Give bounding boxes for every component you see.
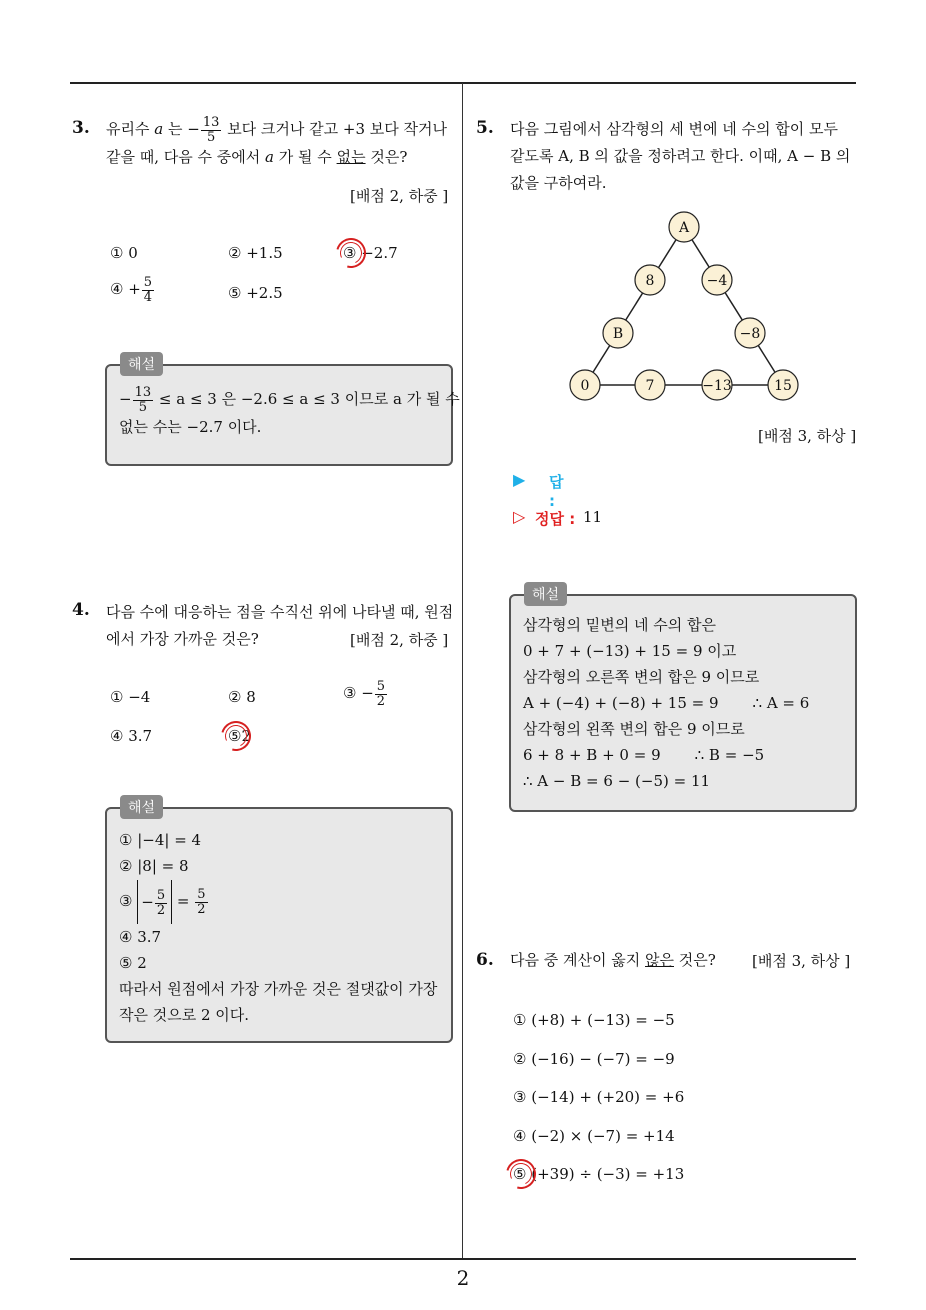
- q3-option-5[interactable]: ⑤ +2.5: [228, 284, 283, 302]
- q3-option-3-value: −2.7: [361, 244, 398, 262]
- q3-text-part: 가 될 수: [278, 148, 332, 167]
- q4-option-4[interactable]: ④ 3.7: [110, 727, 153, 745]
- q5-solution-line: A + (−4) + (−8) + 15 = 9 ∴ A = 6: [523, 694, 810, 712]
- q3-var: a: [265, 148, 274, 167]
- q5-node-bottom-2-label: −13: [702, 378, 732, 394]
- q4-option-3-fraction: $\frac{5}{2}$: [376, 679, 386, 709]
- q4-option-5-value: 2: [241, 727, 251, 745]
- q5-correct-row: [513, 507, 713, 526]
- q5-solution-line: 삼각형의 왼쪽 변의 합은 9 이므로: [523, 720, 745, 738]
- q3-number: 3.: [72, 118, 90, 138]
- q4-text-line: 에서 가장 가까운 것은?: [106, 630, 259, 648]
- q5-text-line: 다음 그림에서 삼각형의 세 변에 네 수의 합이 모두: [510, 120, 838, 138]
- q4-option-1[interactable]: ① −4: [110, 688, 151, 706]
- q6-text-part: 것은?: [678, 951, 716, 969]
- q3-text-part: 같을 때, 다음 수 중에서: [106, 148, 261, 167]
- q3-text-part: 는: [168, 120, 183, 139]
- q6-text-part: 다음 중 계산이 옳지: [510, 951, 641, 969]
- q5-text: [510, 116, 860, 197]
- q5-triangle-diagram: [560, 205, 810, 405]
- q5-diagram-left-edge: [585, 227, 684, 385]
- play-arrow-icon: ▶: [513, 470, 526, 489]
- q6-option-2[interactable]: ② (−16) − (−7) = −9: [513, 1050, 675, 1068]
- q3-solution-line: 없는 수는 −2.7 이다.: [119, 418, 262, 437]
- q3-score-meta: [배점 2, 하중 ]: [350, 187, 449, 205]
- q4-solution-body: [119, 827, 441, 1028]
- q4-option-5-num: ⑤: [228, 727, 242, 745]
- q5-node-right-2-label: −8: [739, 326, 761, 342]
- q5-solution-line: 6 + 8 + B + 0 = 9 ∴ B = −5: [523, 746, 765, 764]
- q5-node-bottom-1-label: 7: [645, 378, 655, 394]
- q5-score-meta: [배점 3, 하상 ]: [758, 427, 857, 445]
- q3-text-part: 것은?: [370, 148, 408, 167]
- q5-correct-value: 11: [583, 508, 603, 526]
- q6-text: [510, 947, 716, 974]
- q5-text-line: 값을 구하여라.: [510, 174, 607, 192]
- q5-solution-body: [523, 612, 845, 794]
- page-number: 2: [456, 1266, 470, 1290]
- q3-option-2[interactable]: ② +1.5: [228, 244, 283, 262]
- q3-option-4-num: ④ +: [110, 280, 141, 299]
- q3-underlined-word: 없는: [336, 148, 366, 167]
- q3-solution-tag: 해설: [120, 352, 163, 376]
- q5-diagram-right-edge: [684, 227, 783, 385]
- q6-option-3[interactable]: ③ (−14) + (+20) = +6: [513, 1088, 685, 1106]
- q6-score-meta: [배점 3, 하상 ]: [752, 952, 851, 970]
- q3-neg: −: [187, 120, 200, 139]
- q3-solution-box: [105, 364, 460, 466]
- q3-option-4[interactable]: [110, 276, 155, 304]
- q4-option-2[interactable]: ② 8: [228, 688, 256, 706]
- q5-node-bottom-3-label: 15: [774, 378, 792, 394]
- q4-text-line: 다음 수에 대응하는 점을 수직선 위에 나타낼 때, 원점: [106, 603, 454, 621]
- q5-solution-box: [509, 594, 857, 812]
- q4-option-3[interactable]: [343, 680, 388, 708]
- q3-solution-body: [119, 385, 460, 440]
- q6-number: 6.: [476, 950, 494, 970]
- q6-option-5[interactable]: [513, 1165, 684, 1183]
- q4-solution-line: 따라서 원점에서 가장 가까운 것은 절댓값이 가장: [119, 980, 438, 998]
- q5-solution-line: 삼각형의 밑변의 네 수의 합은: [523, 616, 716, 634]
- q4-number: 4.: [72, 600, 90, 620]
- q4-solution-line: ② |8| = 8: [119, 857, 189, 875]
- q5-answer-row: [513, 470, 564, 510]
- q4-solution-tag: 해설: [120, 795, 163, 819]
- q4-solution-line: ③ − $\frac{5}{2}$ = $\frac{5}{2}$: [119, 879, 441, 924]
- q3-option-1[interactable]: ① 0: [110, 244, 138, 262]
- q3-option-4-fraction: $\frac{5}{4}$: [143, 275, 153, 305]
- q3-text-part: 보다 크거나 같고 +3 보다 작거나: [227, 120, 448, 139]
- q5-node-right-1-label: −4: [706, 273, 728, 289]
- q4-option-3-num: ③ −: [343, 684, 374, 703]
- bottom-rule: [70, 1258, 856, 1260]
- q6-option-5-num: ⑤: [513, 1165, 527, 1183]
- column-divider: [462, 83, 463, 1259]
- q6-option-4[interactable]: ④ (−2) × (−7) = +14: [513, 1127, 675, 1145]
- q5-solution-tag: 해설: [524, 582, 567, 606]
- q5-answer-label: 답 :: [549, 473, 564, 510]
- top-rule: [70, 82, 856, 84]
- q4-score-meta: [배점 2, 하중 ]: [350, 631, 449, 649]
- q4-solution-line: ① |−4| = 4: [119, 831, 202, 849]
- q6-option-1[interactable]: ① (+8) + (−13) = −5: [513, 1011, 675, 1029]
- q3-text-part: 유리수: [106, 120, 150, 139]
- q4-solution-line: ④ 3.7: [119, 928, 162, 946]
- q4-solution-box: [105, 807, 453, 1043]
- q5-solution-line: ∴ A − B = 6 − (−5) = 11: [523, 772, 711, 790]
- outline-arrow-icon: ▷: [513, 507, 526, 526]
- q5-node-left-1-label: 8: [645, 273, 655, 289]
- q4-solution-line: ⑤ 2: [119, 954, 147, 972]
- q6-option-5-value: (+39) ÷ (−3) = +13: [531, 1165, 685, 1183]
- q6-underlined-word: 않은: [645, 951, 674, 969]
- q5-node-top-label: A: [678, 220, 690, 236]
- q5-solution-line: 0 + 7 + (−13) + 15 = 9 이고: [523, 642, 737, 660]
- q3-text: [106, 116, 456, 171]
- q3-option-3-num: ③: [343, 244, 357, 262]
- q5-correct-label: 정답 :: [535, 510, 576, 528]
- q5-solution-line: 삼각형의 오른쪽 변의 합은 9 이므로: [523, 668, 760, 686]
- q4-solution-line: 작은 것으로 2 이다.: [119, 1006, 250, 1024]
- q5-node-left-2-label: B: [612, 326, 624, 342]
- q3-solution-line: − $\frac{13}{5}$ ≤ a ≤ 3 은 −2.6 ≤ a ≤ 3 이므로 a 가 될 수: [119, 385, 460, 415]
- q5-node-bottom-0-label: 0: [580, 378, 590, 394]
- q3-fraction: $\frac{13}{5}$: [202, 115, 220, 145]
- q5-text-line: 같도록 A, B 의 값을 정하려고 한다. 이때, A − B 의: [510, 147, 851, 165]
- q5-number: 5.: [476, 118, 494, 138]
- q3-var: a: [154, 120, 164, 139]
